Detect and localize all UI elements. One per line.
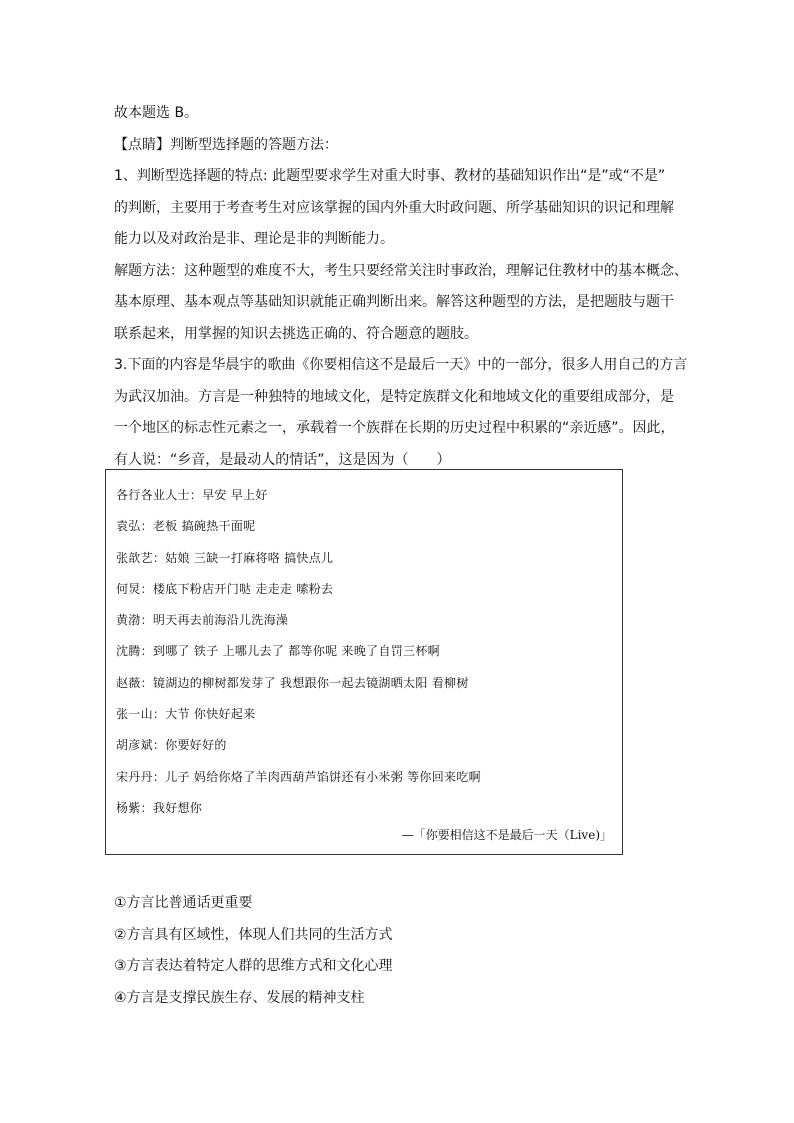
tip-heading: 【点睛】判断型选择题的答题方法： [114, 136, 338, 153]
lyrics-quote-box [105, 469, 623, 855]
option-4: ④方言是支撑民族生存、发展的精神支柱 [114, 989, 365, 1006]
lyric-line: 沈腾：到哪了 铁子 上哪儿去了 都等你呢 来晚了自罚三杯啊 [116, 644, 440, 659]
lyric-line: 张一山：大节 你快好起来 [116, 707, 256, 722]
question-line: 3.下面的内容是华晨宇的歌曲《你要相信这不是最后一天》中的一部分，很多人用自己的方言 [114, 357, 688, 373]
features-line: 的判断，主要用于考查考生对应该掌握的国内外重大时政问题、所学基础知识的识记和理解 [114, 199, 674, 216]
features-line: 能力以及对政治是非、理论是非的判断能力。 [114, 231, 394, 247]
lyric-line: 黄渤：明天再去前海沿儿洗海澡 [116, 613, 289, 628]
lyric-line: 赵薇：镜湖边的柳树都发芽了 我想跟你一起去镜湖晒太阳 看柳树 [116, 675, 469, 690]
option-3: ③方言表达着特定人群的思维方式和文化心理 [114, 958, 393, 974]
lyric-line: 各行各业人士：早安 早上好 [116, 488, 268, 502]
answer-line: 故本题选 B。 [114, 105, 199, 121]
question-line: 有人说：“乡音，是最动人的情话”，这是因为（ ） [114, 451, 451, 468]
lyrics-source: —「你要相信这不是最后一天（Live)」 [401, 828, 612, 842]
answer-options [114, 888, 694, 1014]
main-text [114, 98, 694, 476]
question-line: 一个地区的标志性元素之一，承载着一个族群在长期的历史过程中积累的“亲近感”。因此， [114, 420, 675, 436]
lyric-line: 宋丹丹：儿子 妈给你烙了羊肉西葫芦馅饼还有小米粥 等你回来吃啊 [116, 769, 481, 784]
question-line: 为武汉加油。方言是一种独特的地域文化，是特定族群文化和地域文化的重要组成部分，是 [114, 388, 674, 405]
option-2: ②方言具有区域性，体现人们共同的生活方式 [114, 926, 393, 943]
lyric-line: 杨紫：我好想你 [116, 800, 203, 815]
option-1: ①方言比普通话更重要 [114, 895, 253, 911]
lyric-line: 何炅：楼底下粉店开门哒 走走走 嗦粉去 [116, 581, 334, 596]
lyric-line: 张歆艺：姑娘 三缺一打麻将咯 搞快点儿 [116, 550, 334, 565]
lyric-line: 袁弘：老板 搞碗热干面呢 [116, 519, 256, 534]
method-line: 基本原理、基本观点等基础知识就能正确判断出来。解答这种题型的方法，是把题肢与题干 [114, 294, 674, 310]
method-line: 联系起来，用掌握的知识去挑选正确的、符合题意的题肢。 [114, 325, 478, 342]
lyrics-lines [116, 480, 616, 824]
method-line: 解题方法：这种题型的难度不大，考生只要经常关注时事政治，理解记住教材中的基本概念、 [114, 262, 688, 279]
features-line: 1、判断型选择题的特点: 此题型要求学生对重大时事、教材的基础知识作出“是”或“不是” [114, 168, 666, 184]
lyric-line: 胡彦斌：你要好好的 [116, 738, 227, 753]
